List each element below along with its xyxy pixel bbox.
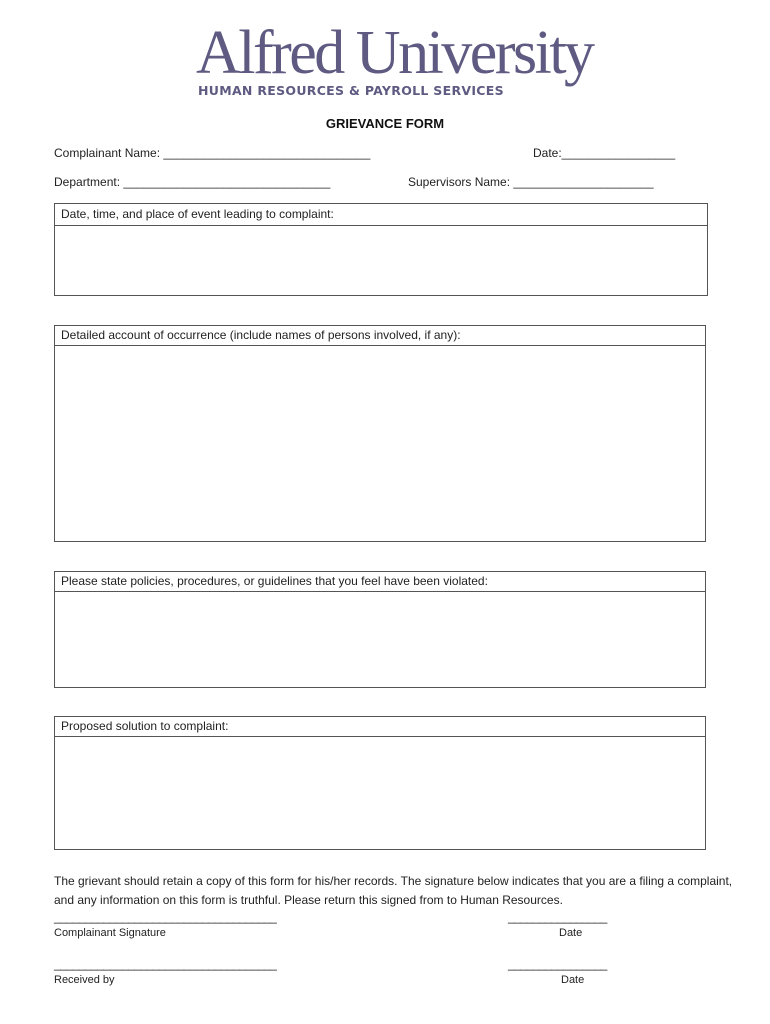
occurrence-account-label: Detailed account of occurrence (include names of persons involved, if any): bbox=[55, 326, 705, 346]
received-by-line[interactable]: ____________________________________ bbox=[54, 957, 277, 971]
proposed-solution-label: Proposed solution to complaint: bbox=[55, 717, 705, 737]
complainant-signature-line[interactable]: ____________________________________ bbox=[54, 910, 277, 924]
event-details-label: Date, time, and place of event leading to complaint: bbox=[55, 204, 707, 226]
date-field[interactable]: Date:_________________ bbox=[533, 146, 676, 160]
event-details-box[interactable] bbox=[54, 203, 708, 296]
proposed-solution-box[interactable] bbox=[54, 716, 706, 850]
complainant-name-field[interactable]: Complainant Name: _______________________________ bbox=[54, 146, 371, 160]
footer-notice: The grievant should retain a copy of this form for his/her records. The signature below indicates that you are a filing a complaint, and any information on this form is truthful. Please return this signed from to Human Resources. bbox=[54, 874, 733, 907]
received-date-line[interactable]: ________________ bbox=[508, 957, 607, 971]
complainant-date-line[interactable]: ________________ bbox=[508, 910, 607, 924]
policies-violated-box[interactable] bbox=[54, 571, 706, 688]
received-by-label: Received by bbox=[54, 974, 115, 986]
department-name: HUMAN RESOURCES & PAYROLL SERVICES bbox=[198, 83, 504, 98]
complainant-signature-label: Complainant Signature bbox=[54, 927, 166, 939]
received-date-label: Date bbox=[561, 974, 585, 986]
policies-violated-label: Please state policies, procedures, or guidelines that you feel have been violated: bbox=[55, 572, 705, 592]
university-logo-wordmark: Alfred University bbox=[196, 19, 593, 87]
complainant-date-label: Date bbox=[559, 927, 583, 939]
form-title: GRIEVANCE FORM bbox=[325, 116, 445, 131]
department-field[interactable]: Department: _______________________________ bbox=[54, 175, 331, 189]
occurrence-account-box[interactable] bbox=[54, 325, 706, 542]
supervisors-name-field[interactable]: Supervisors Name: _____________________ bbox=[408, 175, 654, 189]
